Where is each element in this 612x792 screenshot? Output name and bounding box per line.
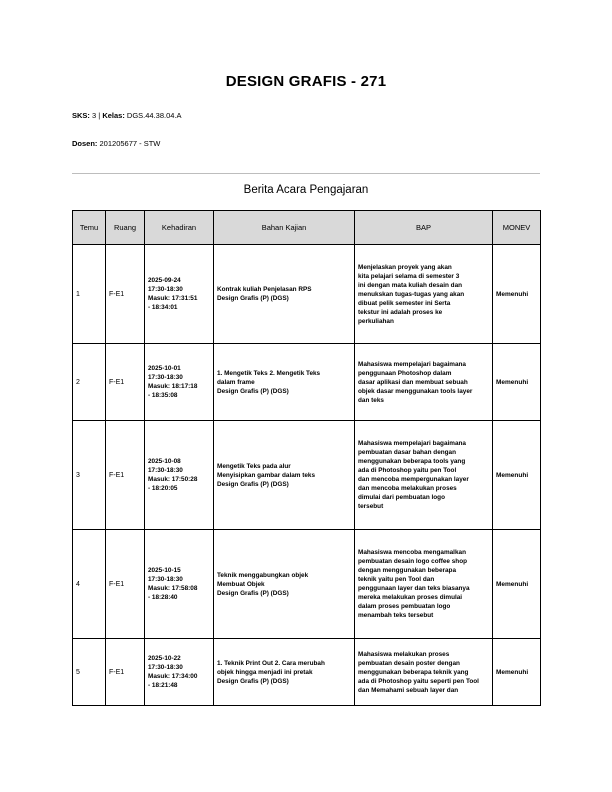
kehadiran-time: 17:30-18:30 <box>148 374 183 381</box>
bap-line: Mahasiswa mempelajari bagaimana <box>358 440 466 447</box>
bahan-line: Design Grafis (P) (DGS) <box>217 589 289 597</box>
cell-ruang: F-E1 <box>106 639 145 706</box>
bap-line: menambah teks tersebut <box>358 612 434 619</box>
kehadiran-in: Masuk: 17:31:51 <box>148 295 198 302</box>
bap-line: dimulai dari pembuatan logo <box>358 494 445 501</box>
bap-line: menggunakan beberapa tools yang <box>358 458 466 465</box>
bap-line: Menjelaskan proyek yang akan <box>358 263 452 271</box>
sks-value: 3 | <box>92 111 103 120</box>
cell-monev: Memenuhi <box>493 245 541 344</box>
cell-bahan-kajian <box>214 530 355 639</box>
bahan-line: Menyisipkan gambar dalam teks <box>217 471 316 479</box>
cell-ruang: F-E1 <box>106 530 145 639</box>
cell-temu: 3 <box>73 421 106 530</box>
cell-bap <box>355 245 493 344</box>
bap-line: ada di Photoshop yaitu pen Tool <box>358 467 457 474</box>
table-row <box>73 639 541 706</box>
kehadiran-out: - 18:20:05 <box>148 485 178 492</box>
cell-temu: 5 <box>73 639 106 706</box>
bahan-line: 1. Teknik Print Out 2. Cara merubah <box>217 659 325 667</box>
kehadiran-date: 2025-10-08 <box>148 458 181 465</box>
divider <box>72 173 540 174</box>
bap-line: kita pelajari selama di semester 3 <box>358 272 460 280</box>
bahan-line: 1. Mengetik Teks 2. Mengetik Teks <box>217 369 321 377</box>
kehadiran-time: 17:30-18:30 <box>148 286 183 293</box>
bap-line: penggunaan Photoshop dalam <box>358 369 452 377</box>
bap-line: mereka melakukan proses dimulai <box>358 594 463 601</box>
cell-bap <box>355 530 493 639</box>
kehadiran-date: 2025-10-15 <box>148 567 181 574</box>
bahan-line: dalam frame <box>217 378 255 386</box>
cell-bap <box>355 344 493 421</box>
bap-line: dasar aplikasi dan membuat sebuah <box>358 378 468 386</box>
header-monev: MONEV <box>493 211 541 245</box>
kehadiran-in: Masuk: 17:58:08 <box>148 585 198 592</box>
kehadiran-out: - 18:34:01 <box>148 304 178 311</box>
bahan-line: Kontrak kuliah Penjelasan RPS <box>217 286 312 293</box>
cell-temu: 1 <box>73 245 106 344</box>
bap-line: dalam proses pembuatan logo <box>358 603 451 610</box>
cell-ruang: F-E1 <box>106 344 145 421</box>
header-bap: BAP <box>355 211 493 245</box>
bahan-line: Design Grafis (P) (DGS) <box>217 387 289 395</box>
bahan-line: Design Grafis (P) (DGS) <box>217 480 289 488</box>
kehadiran-time: 17:30-18:30 <box>148 467 183 474</box>
cell-bahan-kajian <box>214 639 355 706</box>
kehadiran-out: - 18:28:40 <box>148 594 178 601</box>
bap-line: perkuliahan <box>358 317 394 325</box>
cell-temu: 2 <box>73 344 106 421</box>
bap-line: pembuatan dasar bahan dengan <box>358 449 457 456</box>
bap-line: dan Memahami sebuah layer dan <box>358 686 459 694</box>
bap-line: dengan menggunakan beberapa <box>358 567 457 574</box>
bap-line: objek dasar menggunakan tools layer <box>358 387 473 395</box>
cell-kehadiran <box>145 639 214 706</box>
bap-line: Mahasiswa mempelajari bagaimana <box>358 360 466 368</box>
header-ruang: Ruang <box>106 211 145 245</box>
bahan-line: Design Grafis (P) (DGS) <box>217 295 289 302</box>
bahan-line: Mengetik Teks pada alur <box>217 462 291 470</box>
cell-ruang: F-E1 <box>106 421 145 530</box>
cell-monev: Memenuhi <box>493 344 541 421</box>
bahan-line: Membuat Objek <box>217 580 265 588</box>
lecturer-info <box>72 139 160 148</box>
bap-line: penggunaan layer dan teks biasanya <box>358 585 470 592</box>
bap-line: dibuat pelik semester ini Serta <box>358 299 451 307</box>
kehadiran-time: 17:30-18:30 <box>148 664 183 671</box>
header-bahan-kajian: Bahan Kajian <box>214 211 355 245</box>
kehadiran-date: 2025-10-01 <box>148 365 181 372</box>
cell-bap <box>355 421 493 530</box>
bap-line: pembuatan desain poster dengan <box>358 659 460 667</box>
kehadiran-time: 17:30-18:30 <box>148 576 183 583</box>
cell-bahan-kajian <box>214 245 355 344</box>
kehadiran-out: - 18:21:48 <box>148 682 178 689</box>
cell-monev: Memenuhi <box>493 530 541 639</box>
kelas-value: DGS.44.38.04.A <box>126 111 182 120</box>
cell-kehadiran <box>145 245 214 344</box>
cell-kehadiran <box>145 421 214 530</box>
bahan-line: Teknik menggabungkan objek <box>217 571 309 579</box>
table-row <box>73 530 541 639</box>
bap-line: dan mencoba melakukan proses <box>358 485 457 492</box>
cell-kehadiran <box>145 530 214 639</box>
cell-kehadiran <box>145 344 214 421</box>
kehadiran-out: - 18:35:08 <box>148 392 178 399</box>
kehadiran-in: Masuk: 17:34:00 <box>148 673 198 680</box>
bap-line: dan mencoba mempergunakan layer <box>358 476 469 483</box>
sks-label: SKS: <box>72 111 90 120</box>
bap-line: ada di Photoshop yaitu seperti pen Tool <box>358 677 479 685</box>
bap-line: tersebut <box>358 503 384 510</box>
bap-line: dan teks <box>358 396 384 404</box>
kehadiran-date: 2025-09-24 <box>148 277 181 284</box>
table-header-row <box>73 211 541 245</box>
cell-monev: Memenuhi <box>493 639 541 706</box>
bap-line: ini dengan mata kuliah desain dan <box>358 281 463 289</box>
table-row <box>73 421 541 530</box>
bap-line: teknik yaitu pen Tool dan <box>358 576 435 583</box>
cell-bahan-kajian <box>214 344 355 421</box>
table-row <box>73 344 541 421</box>
section-title: Berita Acara Pengajaran <box>243 184 369 196</box>
kelas-label: Kelas: <box>102 111 125 120</box>
bap-line: tekstur ini adalah proses ke <box>358 308 443 316</box>
cell-bahan-kajian <box>214 421 355 530</box>
kehadiran-in: Masuk: 18:17:18 <box>148 383 198 390</box>
bap-line: Mahasiswa mencoba mengamalkan <box>358 549 466 556</box>
table-row <box>73 245 541 344</box>
header-temu: Temu <box>73 211 106 245</box>
document-title: DESIGN GRAFIS - 271 <box>225 73 387 90</box>
kehadiran-in: Masuk: 17:50:28 <box>148 476 198 483</box>
dosen-label: Dosen: <box>72 139 98 148</box>
kehadiran-date: 2025-10-22 <box>148 655 181 662</box>
header-kehadiran: Kehadiran <box>145 211 214 245</box>
bahan-line: Design Grafis (P) (DGS) <box>217 677 289 685</box>
dosen-value: 201205677 - STW <box>99 139 161 148</box>
bahan-line: objek hingga menjadi ini pretak <box>217 668 313 676</box>
cell-bap <box>355 639 493 706</box>
cell-monev: Memenuhi <box>493 421 541 530</box>
cell-ruang: F-E1 <box>106 245 145 344</box>
bap-line: menukskan tugas-tugas yang akan <box>358 290 465 298</box>
bap-line: menggunakan beberapa teknik yang <box>358 668 469 676</box>
cell-temu: 4 <box>73 530 106 639</box>
bap-line: Mahasiswa melakukan proses <box>358 650 450 658</box>
bap-line: pembuatan desain logo coffee shop <box>358 558 468 565</box>
teaching-report-table <box>72 210 541 706</box>
course-info <box>72 111 182 120</box>
